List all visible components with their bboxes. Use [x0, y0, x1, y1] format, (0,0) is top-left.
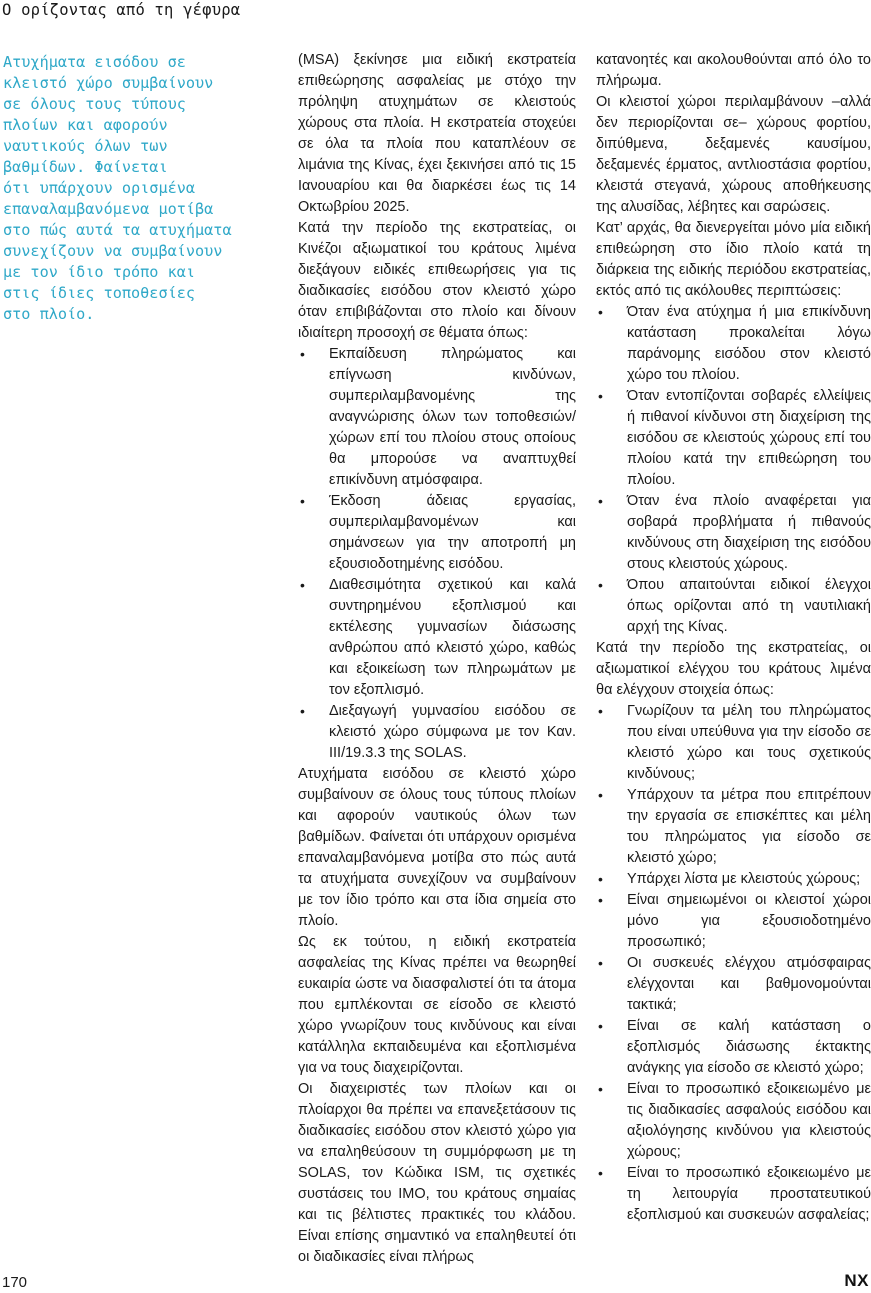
pull-quote-line: στις ίδιες τοποθεσίες — [3, 284, 196, 302]
paragraph: Ως εκ τούτου, η ειδική εκστρατεία ασφαλείας της Κίνας πρέπει να θεωρηθεί ευκαιρία ώστε να διασφαλιστεί ότι τα άτομα που εμπλέκονται σε είσοδο σε κλειστό χώρο γνωρίζουν τους κινδύνους και είναι κατάλληλα εκπαιδευμένα και εξοπλισμένα για να τους διαχειρίζονται. — [298, 934, 576, 1076]
list-item: • Υπάρχει λίστα με κλειστούς χώρους; — [596, 869, 871, 890]
running-title: Ο ορίζοντας από τη γέφυρα — [2, 1, 241, 19]
pull-quote-line: ναυτικούς όλων των — [3, 137, 168, 155]
bullet-icon: • — [598, 955, 603, 971]
bullet-icon: • — [598, 871, 603, 887]
bullet-list — [596, 701, 871, 1226]
bullet-icon: • — [598, 577, 603, 593]
pull-quote-line: στο πλοίο. — [3, 305, 95, 323]
list-item: • Είναι το προσωπικό εξοικειωμένο με τη λειτουργία προστατευτικού εξοπλισμού και συσκευών ασφαλείας; — [598, 1165, 871, 1223]
bullet-icon: • — [598, 493, 603, 509]
pull-quote — [3, 52, 265, 325]
paragraph: κατανοητές και ακολουθούνται από όλο το πλήρωμα. — [596, 52, 871, 89]
paragraph: (MSA) ξεκίνησε μια ειδική εκστρατεία επιθεώρησης ασφαλείας με στόχο την πρόληψη ατυχημάτων σε κλειστούς χώρους στα πλοία. Η εκστρατεία στοχεύει σε όλα τα πλοία που καταπλέουν σε λιμάνια της Κίνας, έχει ξεκινήσει από τις 15 Ιανουαρίου και θα διαρκέσει έως τις 14 Οκτωβρίου 2025. — [298, 52, 576, 215]
bullet-icon: • — [598, 304, 603, 320]
bullet-icon: • — [598, 1165, 603, 1181]
list-item: • Γνωρίζουν τα μέλη του πληρώματος που είναι υπεύθυνα για την είσοδο σε κλειστό χώρο και τους σχετικούς κινδύνους; — [598, 703, 871, 782]
list-item: • Διαθεσιμότητα σχετικού και καλά συντηρημένου εξοπλισμού και εκτέλεσης γυμνασίων διάσωσης ανθρώπου από κλειστό χώρο, καθώς και εξοικείωση των πληρωμάτων με τον εξοπλισμό. — [300, 577, 576, 698]
body-column-middle — [298, 50, 576, 1268]
list-item: • Οι συσκευές ελέγχου ατμόσφαιρας ελέγχονται και βαθμονομούνται τακτικά; — [598, 955, 871, 1013]
pull-quote-line: επαναλαμβανόμενα μοτίβα — [3, 200, 214, 218]
pull-quote-line: στο πώς αυτά τα ατυχήματα — [3, 221, 232, 239]
list-item: • Όταν ένα πλοίο αναφέρεται για σοβαρά προβλήματα ή πιθανούς κινδύνους στη διαχείριση της εισόδου στους κλειστούς χώρους. — [598, 493, 871, 572]
paragraph: Οι κλειστοί χώροι περιλαμβάνουν –αλλά δεν περιορίζονται σε– χώρους φορτίου, διπύθμενα, δεξαμενές καυσίμου, δεξαμενές έρματος, αντλιοστάσια φορτίου, κλειστά στεγανά, χώρους αποθήκευσης της αλυσίδας, λέβητες και σαρώσεις. — [596, 94, 871, 215]
bullet-icon: • — [598, 703, 603, 719]
paragraph: Κατά την περίοδο της εκστρατείας, οι Κινέζοι αξιωματικοί του κράτους λιμένα διεξάγουν ειδικές επιθεωρήσεις για τις διαδικασίες εισόδου στον κλειστό χώρο όταν επιβιβάζονται στο πλοίο και δίνουν ιδιαίτερη προσοχή σε θέματα όπως: — [298, 220, 576, 341]
bullet-icon: • — [598, 787, 603, 803]
paragraph: Κατ’ αρχάς, θα διενεργείται μόνο μία ειδική επιθεώρηση στο ίδιο πλοίο κατά τη διάρκεια της ειδικής περιόδου εκστρατείας, εκτός από τις ακόλουθες περιπτώσεις: — [596, 220, 871, 299]
pull-quote-line: με τον ίδιο τρόπο και — [3, 263, 196, 281]
list-item: • Υπάρχουν τα μέτρα που επιτρέπουν την εργασία σε επισκέπτες και μέλη του πληρώματος για είσοδο σε κλειστό χώρο; — [598, 787, 871, 866]
list-item: • Όπου απαιτούνται ειδικοί έλεγχοι όπως ορίζονται από τη ναυτιλιακή αρχή της Κίνας. — [598, 577, 871, 635]
paragraph: Οι διαχειριστές των πλοίων και οι πλοίαρχοι θα πρέπει να επανεξετάσουν τις διαδικασίες εισόδου στον κλειστό χώρο για να επαληθεύσουν τη συμμόρφωση με τη SOLAS, τον Κώδικα ISM, τις σχετικές συστάσεις του IMO, του κράτους σημαίας και τις βέλτιστες πρακτικές του κλάδου. Είναι επίσης σημαντικό να επαληθευτεί ότι οι διαδικασίες είναι πλήρως — [298, 1081, 576, 1265]
pull-quote-line: κλειστό χώρο συμβαίνουν — [3, 74, 214, 92]
list-item: • Είναι σημειωμένοι οι κλειστοί χώροι μόνο για εξουσιοδοτημένο προσωπικό; — [598, 892, 871, 950]
bullet-icon: • — [598, 892, 603, 908]
bullet-icon: • — [300, 703, 305, 719]
pull-quote-line: πλοίων και αφορούν — [3, 116, 168, 134]
bullet-icon: • — [300, 493, 305, 509]
pull-quote-line: ότι υπάρχουν ορισμένα — [3, 179, 196, 197]
bullet-icon: • — [300, 346, 305, 362]
list-item: • Όταν εντοπίζονται σοβαρές ελλείψεις ή πιθανοί κίνδυνοι στη διαχείριση της εισόδου σε κλειστούς χώρους επί του πλοίου κατά την επιθεώρηση του πλοίου. — [598, 388, 871, 488]
pull-quote-line: συνεχίζουν να συμβαίνουν — [3, 242, 223, 260]
list-item: • Όταν ένα ατύχημα ή μια επικίνδυνη κατάσταση προκαλείται λόγω παράνομης εισόδου στον κλειστό χώρο του πλοίου. — [598, 304, 871, 383]
bullet-icon: • — [598, 1018, 603, 1034]
pull-quote-line: βαθμίδων. Φαίνεται — [3, 158, 168, 176]
body-column-right — [596, 50, 871, 1226]
bullet-icon: • — [598, 1081, 603, 1097]
bullet-list — [596, 302, 871, 638]
list-item: • Διεξαγωγή γυμνασίου εισόδου σε κλειστό χώρο σύμφωνα με τον Καν. III/19.3.3 της SOLAS. — [300, 703, 576, 761]
bullet-icon: • — [300, 577, 305, 593]
list-item: • Εκπαίδευση πληρώματος και επίγνωση κινδύνων, συμπεριλαμβανομένης της αναγνώρισης όλων των τοποθεσιών/χώρων επί του πλοίου στους οποίους θα μπορούσε να αναπτυχθεί επικίνδυνη ατμόσφαιρα. — [300, 346, 576, 488]
list-item: • Είναι το προσωπικό εξοικειωμένο με τις διαδικασίες ασφαλούς εισόδου και αξιολόγησης κινδύνου για κλειστούς χώρους; — [598, 1081, 871, 1160]
paragraph: Ατυχήματα εισόδου σε κλειστό χώρο συμβαίνουν σε όλους τους τύπους πλοίων και αφορούν ναυτικούς όλων των βαθμίδων. Φαίνεται ότι υπάρχουν ορισμένα επαναλαμβανόμενα μοτίβα στο πώς αυτά τα ατυχήματα συνεχίζουν να συμβαίνουν με τον ίδιο τρόπο και στα ίδια σημεία στο πλοίο. — [298, 766, 576, 929]
bullet-icon: • — [598, 388, 603, 404]
magazine-logo: NX — [844, 1271, 869, 1290]
paragraph: Κατά την περίοδο της εκστρατείας, οι αξιωματικοί ελέγχου του κράτους λιμένα θα ελέγχουν στοιχεία όπως: — [596, 640, 871, 698]
bullet-list — [298, 344, 576, 764]
pull-quote-line: σε όλους τους τύπους — [3, 95, 186, 113]
page-number: 170 — [2, 1274, 28, 1291]
list-item: • Είναι σε καλή κατάσταση ο εξοπλισμός διάσωσης έκτακτης ανάγκης για είσοδο σε κλειστό χώρο; — [598, 1018, 871, 1076]
list-item: • Έκδοση άδειας εργασίας, συμπεριλαμβανομένων και σημάνσεων για την αποτροπή μη εξουσιοδοτημένης εισόδου. — [300, 493, 576, 572]
pull-quote-line: Ατυχήματα εισόδου σε — [3, 53, 186, 71]
